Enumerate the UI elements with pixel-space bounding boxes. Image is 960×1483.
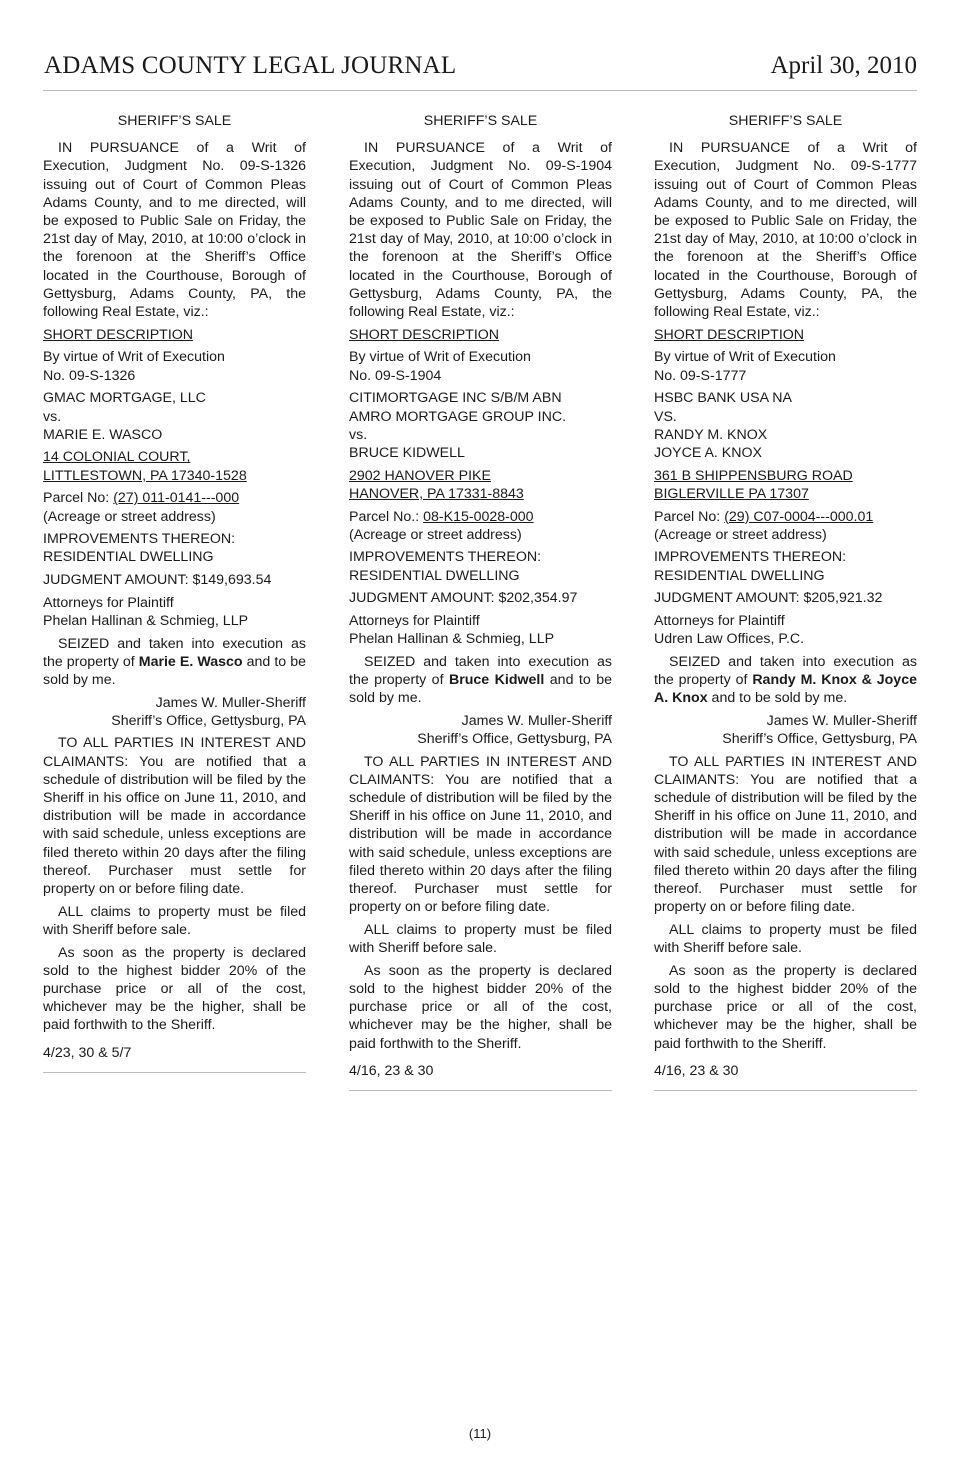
parcel-label: Parcel No: xyxy=(43,490,114,507)
address-line: 361 B SHIPPENSBURG ROAD xyxy=(654,467,853,484)
parcel-info xyxy=(349,508,612,544)
improvements xyxy=(43,530,306,566)
seized-text: SEIZED and taken into execution as the property of xyxy=(654,653,917,689)
property-owner: Bruce Kidwell xyxy=(448,672,545,689)
seized-text: and to be sold by me. xyxy=(349,672,612,707)
page-header xyxy=(43,50,917,91)
seized-text: and to be sold by me. xyxy=(43,653,306,689)
claims-notice: ALL claims to property must be filed with Sheriff before sale. xyxy=(43,903,306,938)
parties-notice: TO ALL PARTIES IN INTEREST AND CLAIMANTS: You are notified that a schedule of distribution will be filed by the Sheriff in his office on June 11, 2010, and distribution will be made in accordance with said schedule, unless exceptions are filed thereto within 20 days after the filing thereof. Purchaser must settle for property on or before filing date. xyxy=(43,735,306,897)
short-description-heading: SHORT DESCRIPTION xyxy=(654,326,805,343)
address-line: HANOVER, PA 17331-8843 xyxy=(349,485,524,502)
sheriff-signature xyxy=(654,712,917,748)
seized-statement xyxy=(654,653,917,708)
sheriff-office: Sheriff’s Office, Gettysburg, PA xyxy=(417,731,612,748)
notice-title: SHERIFF’S SALE xyxy=(117,113,232,129)
judgment-amount: JUDGMENT AMOUNT: $205,921.32 xyxy=(654,590,883,607)
versus: VS. xyxy=(654,408,677,425)
section-divider xyxy=(43,1072,306,1073)
sheriff-sale-notice xyxy=(349,112,612,1091)
sheriff-sale-notice xyxy=(43,112,306,1073)
writ-reference xyxy=(349,348,612,384)
writ-number: No. 09-S-1326 xyxy=(43,367,136,384)
acreage-note: (Acreage or street address) xyxy=(43,508,216,525)
writ-number: No. 09-S-1777 xyxy=(654,367,747,384)
property-address xyxy=(43,448,306,484)
attorneys xyxy=(43,594,306,630)
page-number: (11) xyxy=(468,1426,492,1441)
address-line: 2902 HANOVER PIKE xyxy=(349,467,491,484)
seized-statement xyxy=(349,653,612,708)
sheriff-office: Sheriff’s Office, Gettysburg, PA xyxy=(722,731,917,748)
defendant-name: BRUCE KIDWELL xyxy=(349,444,465,461)
parcel-label: Parcel No: xyxy=(654,508,725,525)
improvements-label: IMPROVEMENTS THEREON: xyxy=(43,531,236,548)
run-dates: 4/16, 23 & 30 xyxy=(349,1062,434,1079)
case-parties xyxy=(43,389,306,444)
improvements-label: IMPROVEMENTS THEREON: xyxy=(654,549,847,566)
notice-intro: IN PURSUANCE of a Writ of Execution, Judgment No. 09-S-1326 issuing out of Court of Common Pleas Adams County, and to me directed, will be exposed to Public Sale on Friday, the 21st day of May, 2010, at 10:00 o’clock in the forenoon at the Sheriff’s Office located in the Courthouse, Borough of Gettysburg, Adams County, PA, the following Real Estate, viz.: xyxy=(43,140,306,321)
short-description-heading: SHORT DESCRIPTION xyxy=(43,326,194,343)
sheriff-office: Sheriff’s Office, Gettysburg, PA xyxy=(111,713,306,730)
sheriff-sale-notice xyxy=(654,112,917,1091)
versus: vs. xyxy=(43,408,62,425)
plaintiff-name: GMAC MORTGAGE, LLC xyxy=(43,390,206,407)
improvements-label: IMPROVEMENTS THEREON: xyxy=(349,549,542,566)
sheriff-name: James W. Muller-Sheriff xyxy=(155,694,306,711)
improvements-type: RESIDENTIAL DWELLING xyxy=(43,549,214,566)
address-line: LITTLESTOWN, PA 17340-1528 xyxy=(43,467,247,484)
seized-statement xyxy=(43,635,306,690)
judgment-amount: JUDGMENT AMOUNT: $149,693.54 xyxy=(43,572,272,589)
attorneys xyxy=(349,612,612,648)
improvements xyxy=(654,548,917,584)
defendant-name: MARIE E. WASCO xyxy=(43,426,163,443)
run-dates: 4/23, 30 & 5/7 xyxy=(43,1044,132,1061)
parties-notice: TO ALL PARTIES IN INTEREST AND CLAIMANTS: You are notified that a schedule of distribution will be filed by the Sheriff in his office on June 11, 2010, and distribution will be made in accordance with said schedule, unless exceptions are filed thereto within 20 days after the filing thereof. Purchaser must settle for property on or before filing date. xyxy=(654,753,917,916)
writ-reference xyxy=(654,348,917,384)
writ-line: By virtue of Writ of Execution xyxy=(43,349,225,366)
parcel-info xyxy=(43,489,306,525)
issue-date: April 30, 2010 xyxy=(770,52,917,79)
address-line: BIGLERVILLE PA 17307 xyxy=(654,485,809,502)
defendant-name: JOYCE A. KNOX xyxy=(654,444,763,461)
improvements xyxy=(349,548,612,584)
attorneys-label: Attorneys for Plaintiff xyxy=(654,613,785,630)
payment-notice: As soon as the property is declared sold to the highest bidder 20% of the purchase price or all of the cost, whichever may be the higher, shall be paid forthwith to the Sheriff. xyxy=(654,962,917,1052)
writ-line: By virtue of Writ of Execution xyxy=(349,349,531,366)
property-owner: Randy M. Knox & Joyce A. Knox xyxy=(654,672,917,707)
claims-notice: ALL claims to property must be filed with Sheriff before sale. xyxy=(654,921,917,957)
attorneys-firm: Phelan Hallinan & Schmieg, LLP xyxy=(349,631,555,648)
parcel-label: Parcel No.: xyxy=(349,508,424,525)
notice-intro: IN PURSUANCE of a Writ of Execution, Judgment No. 09-S-1777 issuing out of Court of Common Pleas Adams County, and to me directed, will be exposed to Public Sale on Friday, the 21st day of May, 2010, at 10:00 o’clock in the forenoon at the Sheriff’s Office located in the Courthouse, Borough of Gettysburg, Adams County, PA, the following Real Estate, viz.: xyxy=(654,140,917,321)
parcel-number: 08-K15-0028-000 xyxy=(423,508,534,525)
sheriff-name: James W. Muller-Sheriff xyxy=(461,713,612,730)
writ-reference xyxy=(43,348,306,384)
writ-line: By virtue of Writ of Execution xyxy=(654,349,836,366)
run-dates: 4/16, 23 & 30 xyxy=(654,1062,739,1079)
attorneys-firm: Udren Law Offices, P.C. xyxy=(654,631,805,648)
plaintiff-name: HSBC BANK USA NA xyxy=(654,390,792,407)
defendant-name: RANDY M. KNOX xyxy=(654,426,768,443)
property-owner: Marie E. Wasco xyxy=(138,653,243,670)
plaintiff-name: CITIMORTGAGE INC S/B/M ABN xyxy=(349,390,562,407)
improvements-type: RESIDENTIAL DWELLING xyxy=(349,567,520,584)
plaintiff-name: AMRO MORTGAGE GROUP INC. xyxy=(349,408,567,425)
property-address xyxy=(349,467,612,503)
seized-text: and to be sold by me. xyxy=(707,690,848,707)
sheriff-name: James W. Muller-Sheriff xyxy=(766,713,917,730)
seized-text: SEIZED and taken into execution as the property of xyxy=(43,635,306,670)
journal-title: ADAMS COUNTY LEGAL JOURNAL xyxy=(44,52,457,79)
seized-text: SEIZED and taken into execution as the property of xyxy=(349,653,612,689)
acreage-note: (Acreage or street address) xyxy=(349,526,522,543)
section-divider xyxy=(654,1090,917,1091)
writ-number: No. 09-S-1904 xyxy=(349,367,442,384)
parties-notice: TO ALL PARTIES IN INTEREST AND CLAIMANTS: You are notified that a schedule of distribution will be filed by the Sheriff in his office on June 11, 2010, and distribution will be made in accordance with said schedule, unless exceptions are filed thereto within 20 days after the filing thereof. Purchaser must settle for property on or before filing date. xyxy=(349,753,612,916)
attorneys-firm: Phelan Hallinan & Schmieg, LLP xyxy=(43,613,249,630)
attorneys-label: Attorneys for Plaintiff xyxy=(43,594,174,611)
notice-title: SHERIFF’S SALE xyxy=(423,113,538,129)
claims-notice: ALL claims to property must be filed with Sheriff before sale. xyxy=(349,921,612,957)
sheriff-signature xyxy=(43,694,306,730)
parcel-number: (29) C07-0004---000.01 xyxy=(724,508,874,525)
case-parties xyxy=(349,389,612,462)
sheriff-signature xyxy=(349,712,612,748)
notice-title: SHERIFF’S SALE xyxy=(728,113,843,129)
section-divider xyxy=(349,1090,612,1091)
attorneys-label: Attorneys for Plaintiff xyxy=(349,613,480,630)
improvements-type: RESIDENTIAL DWELLING xyxy=(654,567,825,584)
notice-intro: IN PURSUANCE of a Writ of Execution, Judgment No. 09-S-1904 issuing out of Court of Common Pleas Adams County, and to me directed, will be exposed to Public Sale on Friday, the 21st day of May, 2010, at 10:00 o’clock in the forenoon at the Sheriff’s Office located in the Courthouse, Borough of Gettysburg, Adams County, PA, the following Real Estate, viz.: xyxy=(349,140,612,321)
judgment-amount: JUDGMENT AMOUNT: $202,354.97 xyxy=(349,590,578,607)
payment-notice: As soon as the property is declared sold to the highest bidder 20% of the purchase price or all of the cost, whichever may be the higher, shall be paid forthwith to the Sheriff. xyxy=(43,944,306,1034)
versus: vs. xyxy=(349,426,368,443)
acreage-note: (Acreage or street address) xyxy=(654,526,827,543)
parcel-number: (27) 011-0141---000 xyxy=(113,490,240,507)
attorneys xyxy=(654,612,917,648)
payment-notice: As soon as the property is declared sold to the highest bidder 20% of the purchase price or all of the cost, whichever may be the higher, shall be paid forthwith to the Sheriff. xyxy=(349,962,612,1052)
case-parties xyxy=(654,389,917,462)
property-address xyxy=(654,467,917,503)
parcel-info xyxy=(654,508,917,544)
short-description-heading: SHORT DESCRIPTION xyxy=(349,326,500,343)
address-line: 14 COLONIAL COURT, xyxy=(43,449,191,466)
